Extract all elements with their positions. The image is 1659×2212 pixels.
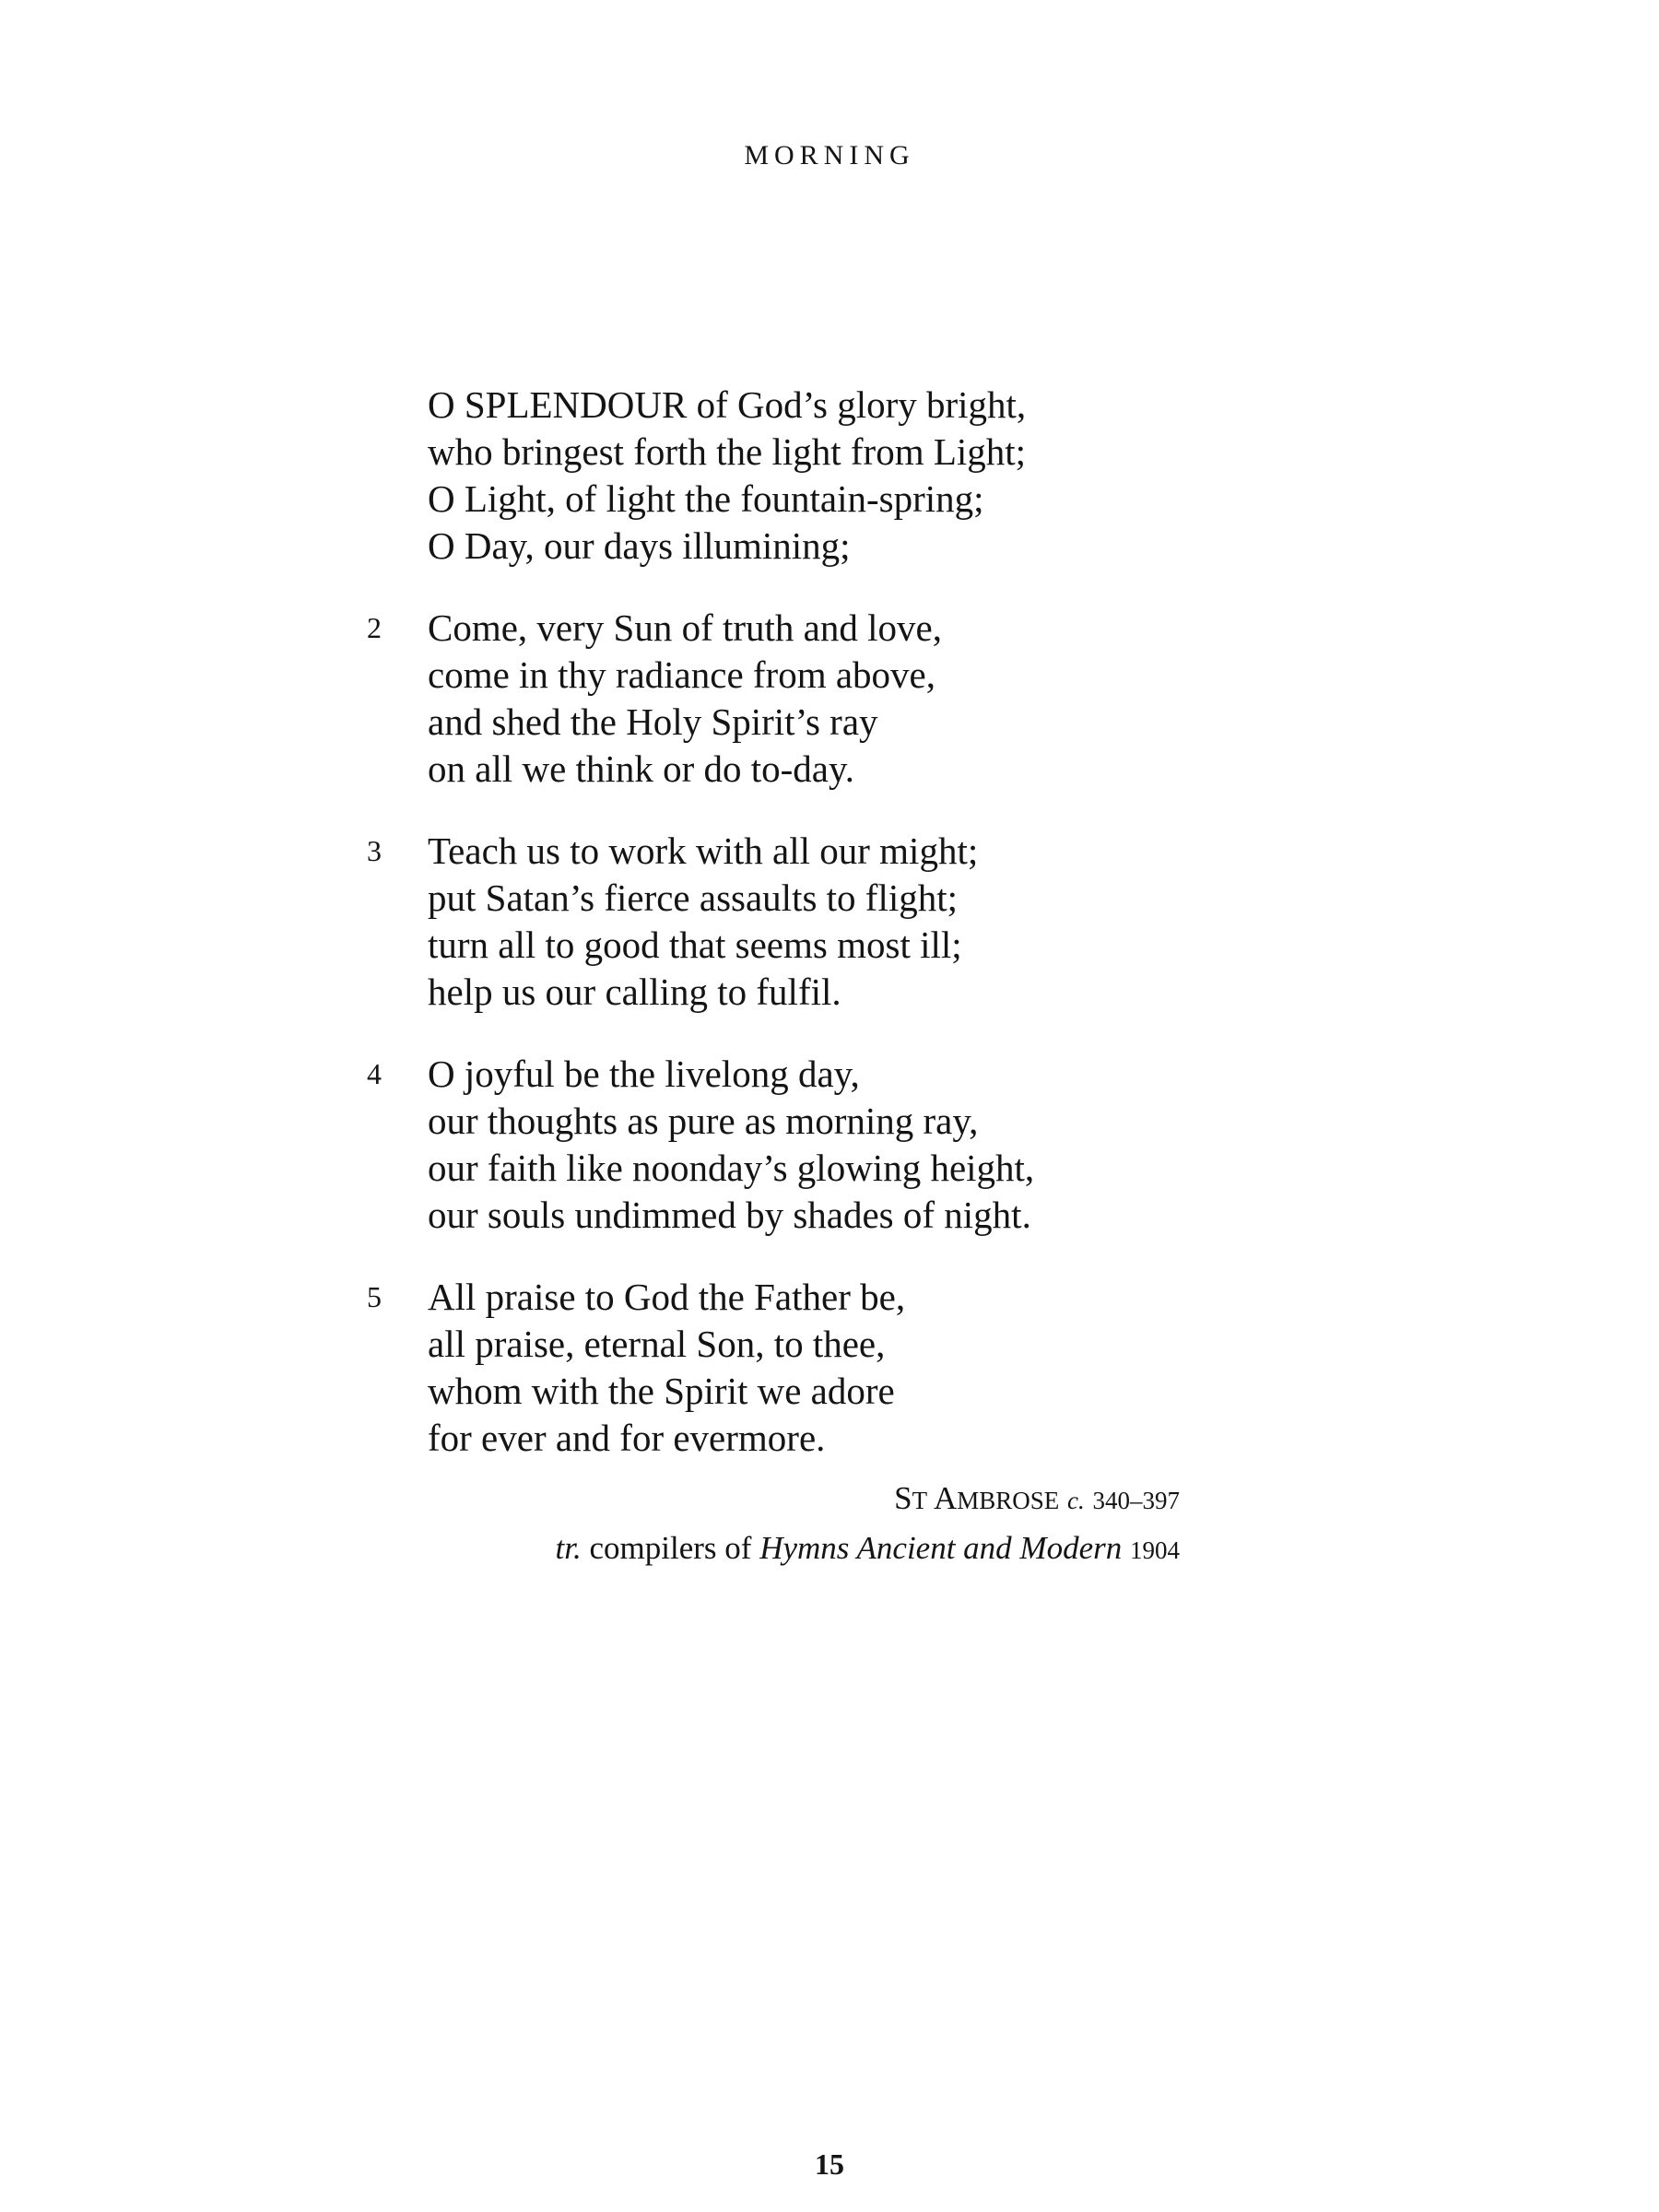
verse-5 [0,1274,1659,1462]
verse-line: for ever and for evermore. [428,1417,826,1459]
verse-number: 2 [367,611,382,644]
verse-line: all praise, eternal Son, to thee, [428,1323,886,1365]
verse-lines [428,1274,1659,1462]
verse-line: whom with the Spirit we adore [428,1370,895,1412]
translator-year: 1904 [1130,1536,1180,1564]
hymn-text [0,382,1659,1497]
verse-line: O Day, our days illumining; [428,524,851,567]
author-name-part: T [912,1487,928,1514]
verse-line: our faith like noonday’s glowing height, [428,1147,1035,1189]
page-number: 15 [815,2147,844,2181]
attribution [556,1475,1180,1574]
verse-line: our souls undimmed by shades of night. [428,1194,1031,1236]
translator-prefix: tr. [555,1530,582,1566]
verse-line: on all we think or do to-day. [428,747,855,790]
author-initial: A [933,1480,958,1516]
verse-line: help us our calling to fulfil. [428,971,841,1013]
verse-3 [0,828,1659,1016]
verse-line: Come, very Sun of truth and love, [428,606,942,649]
verse-1 [0,382,1659,570]
verse-line: All praise to God the Father be, [428,1276,906,1318]
verse-line: who bringest forth the light from Light; [428,430,1027,473]
verse-lines [428,1051,1659,1239]
verse-line: Teach us to work with all our might; [428,830,979,872]
verse-lines [428,828,1659,1016]
author-dates: 340–397 [1092,1487,1180,1514]
running-head: MORNING [744,140,915,171]
verse-line: come in thy radiance from above, [428,653,935,696]
verse-line: O joyful be the livelong day, [428,1053,860,1095]
author-line [556,1475,1180,1524]
verse-line: our thoughts as pure as morning ray, [428,1100,979,1142]
author-circa: c. [1067,1487,1085,1514]
verse-line: put Satan’s fierce assaults to flight; [428,877,959,919]
verse-2 [0,605,1659,793]
verse-line: O SPLENDOUR of God’s glory bright, [428,383,1027,426]
verse-lines [428,605,1659,793]
verse-line: and shed the Holy Spirit’s ray [428,700,878,743]
verse-lines [428,382,1659,570]
verse-line: O Light, of light the fountain-spring; [428,477,984,520]
translator-line [556,1524,1180,1574]
author-initial: S [894,1480,912,1516]
verse-number: 5 [367,1280,382,1313]
author-name-part: MBROSE [957,1487,1060,1514]
translator-work: Hymns Ancient and Modern [759,1530,1123,1566]
translator-text: compilers of [589,1530,752,1566]
verse-4 [0,1051,1659,1239]
verse-line: turn all to good that seems most ill; [428,924,962,966]
verse-number: 4 [367,1057,382,1090]
verse-number: 3 [367,834,382,867]
